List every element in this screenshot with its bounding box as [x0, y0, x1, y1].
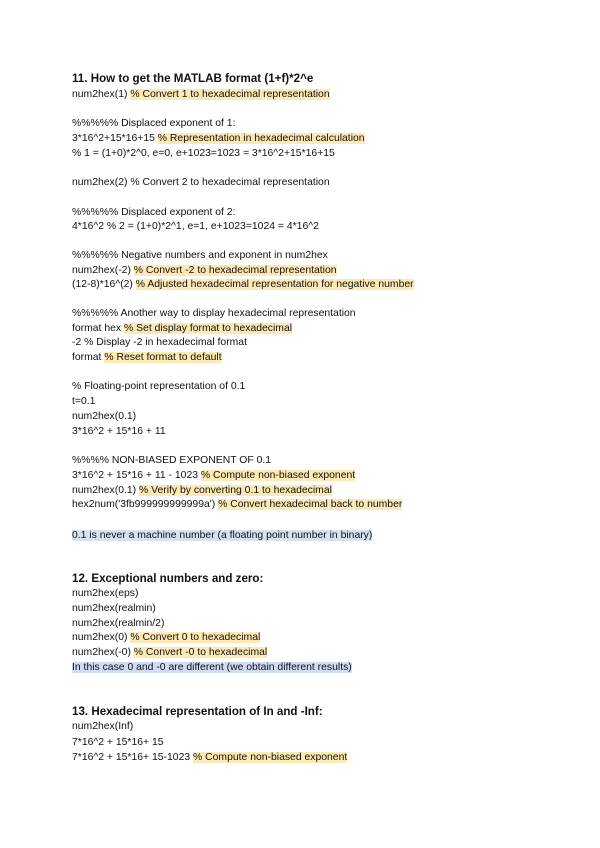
code-text: (12-8)*16^(2)	[72, 279, 136, 290]
section-11-heading: 11. How to get the MATLAB format (1+f)*2^e	[72, 72, 314, 85]
highlighted-comment: % Convert hexadecimal back to number	[218, 499, 403, 510]
code-line	[72, 322, 292, 335]
highlighted-comment: % Compute non-biased exponent	[200, 470, 356, 481]
code-line: 7*16^2 + 15*16+ 15	[72, 737, 164, 748]
code-line: num2hex(eps)	[72, 588, 139, 599]
code-text: 3*16^2+15*16+15	[72, 133, 158, 144]
highlighted-comment: % Representation in hexadecimal calculation	[157, 133, 365, 144]
code-line: t=0.1	[72, 396, 96, 407]
code-text: num2hex(0)	[72, 632, 131, 643]
code-line	[72, 646, 267, 659]
code-line	[72, 351, 222, 364]
highlighted-comment: % Verify by converting 0.1 to hexadecimal	[139, 485, 332, 496]
highlighted-comment: % Convert -2 to hexadecimal representation	[133, 265, 337, 276]
note-line	[72, 661, 352, 674]
code-line: 3*16^2 + 15*16 + 11	[72, 426, 166, 437]
code-line: -2 % Display -2 in hexadecimal format	[72, 337, 247, 348]
code-line: num2hex(realmin)	[72, 603, 156, 614]
highlighted-comment: % Adjusted hexadecimal representation for negative number	[135, 279, 414, 290]
code-text: num2hex(0.1)	[72, 485, 139, 496]
code-line	[72, 469, 355, 482]
code-text: num2hex(1)	[72, 89, 131, 100]
highlighted-note: In this case 0 and -0 are different (we obtain different results)	[72, 662, 352, 673]
code-line: num2hex(Inf)	[72, 721, 134, 732]
highlighted-comment: % Convert 0 to hexadecimal	[130, 632, 261, 643]
code-line: num2hex(2) % Convert 2 to hexadecimal representation	[72, 177, 330, 188]
code-line	[72, 498, 402, 511]
code-line	[72, 631, 260, 644]
highlighted-comment: % Reset format to default	[104, 352, 222, 363]
comment-line: %%%%% Displaced exponent of 1:	[72, 118, 236, 129]
section-12-heading: 12. Exceptional numbers and zero:	[72, 572, 264, 585]
code-text: num2hex(-0)	[72, 647, 134, 658]
code-line	[72, 264, 337, 277]
highlighted-comment: % Convert 1 to hexadecimal representation	[130, 89, 330, 100]
code-line	[72, 88, 330, 101]
code-line	[72, 132, 365, 145]
highlighted-note: 0.1 is never a machine number (a floating point number in binary)	[72, 530, 373, 541]
comment-line: % 1 = (1+0)*2^0, e=0, e+1023=1023 = 3*16^2+15*16+15	[72, 148, 335, 159]
highlighted-comment: % Set display format to hexadecimal	[123, 323, 293, 334]
code-line: num2hex(realmin/2)	[72, 618, 165, 629]
highlighted-comment: % Convert -0 to hexadecimal	[133, 647, 268, 658]
code-line	[72, 484, 332, 497]
code-line	[72, 751, 347, 764]
code-line: 4*16^2 % 2 = (1+0)*2^1, e=1, e+1023=1024 = 4*16^2	[72, 221, 319, 232]
section-13-heading: 13. Hexadecimal representation of In and -Inf:	[72, 705, 323, 718]
code-line: num2hex(0.1)	[72, 411, 137, 422]
code-line	[72, 278, 414, 291]
note-line	[72, 529, 372, 542]
comment-line: %%%%% Displaced exponent of 2:	[72, 207, 236, 218]
code-text: 3*16^2 + 15*16 + 11 - 1023	[72, 470, 201, 481]
comment-line: %%%%% Negative numbers and exponent in num2hex	[72, 250, 328, 261]
highlighted-comment: % Compute non-biased exponent	[193, 752, 348, 763]
code-text: hex2num('3fb999999999999a')	[72, 499, 219, 510]
code-text: format	[72, 352, 105, 363]
comment-line: %%%%% Another way to display hexadecimal representation	[72, 308, 356, 319]
code-text: format hex	[72, 323, 124, 334]
comment-line: % Floating-point representation of 0.1	[72, 381, 246, 392]
code-text: 7*16^2 + 15*16+ 15-1023	[72, 752, 194, 763]
code-text: num2hex(-2)	[72, 265, 134, 276]
comment-line: %%%% NON-BIASED EXPONENT OF 0.1	[72, 455, 272, 466]
